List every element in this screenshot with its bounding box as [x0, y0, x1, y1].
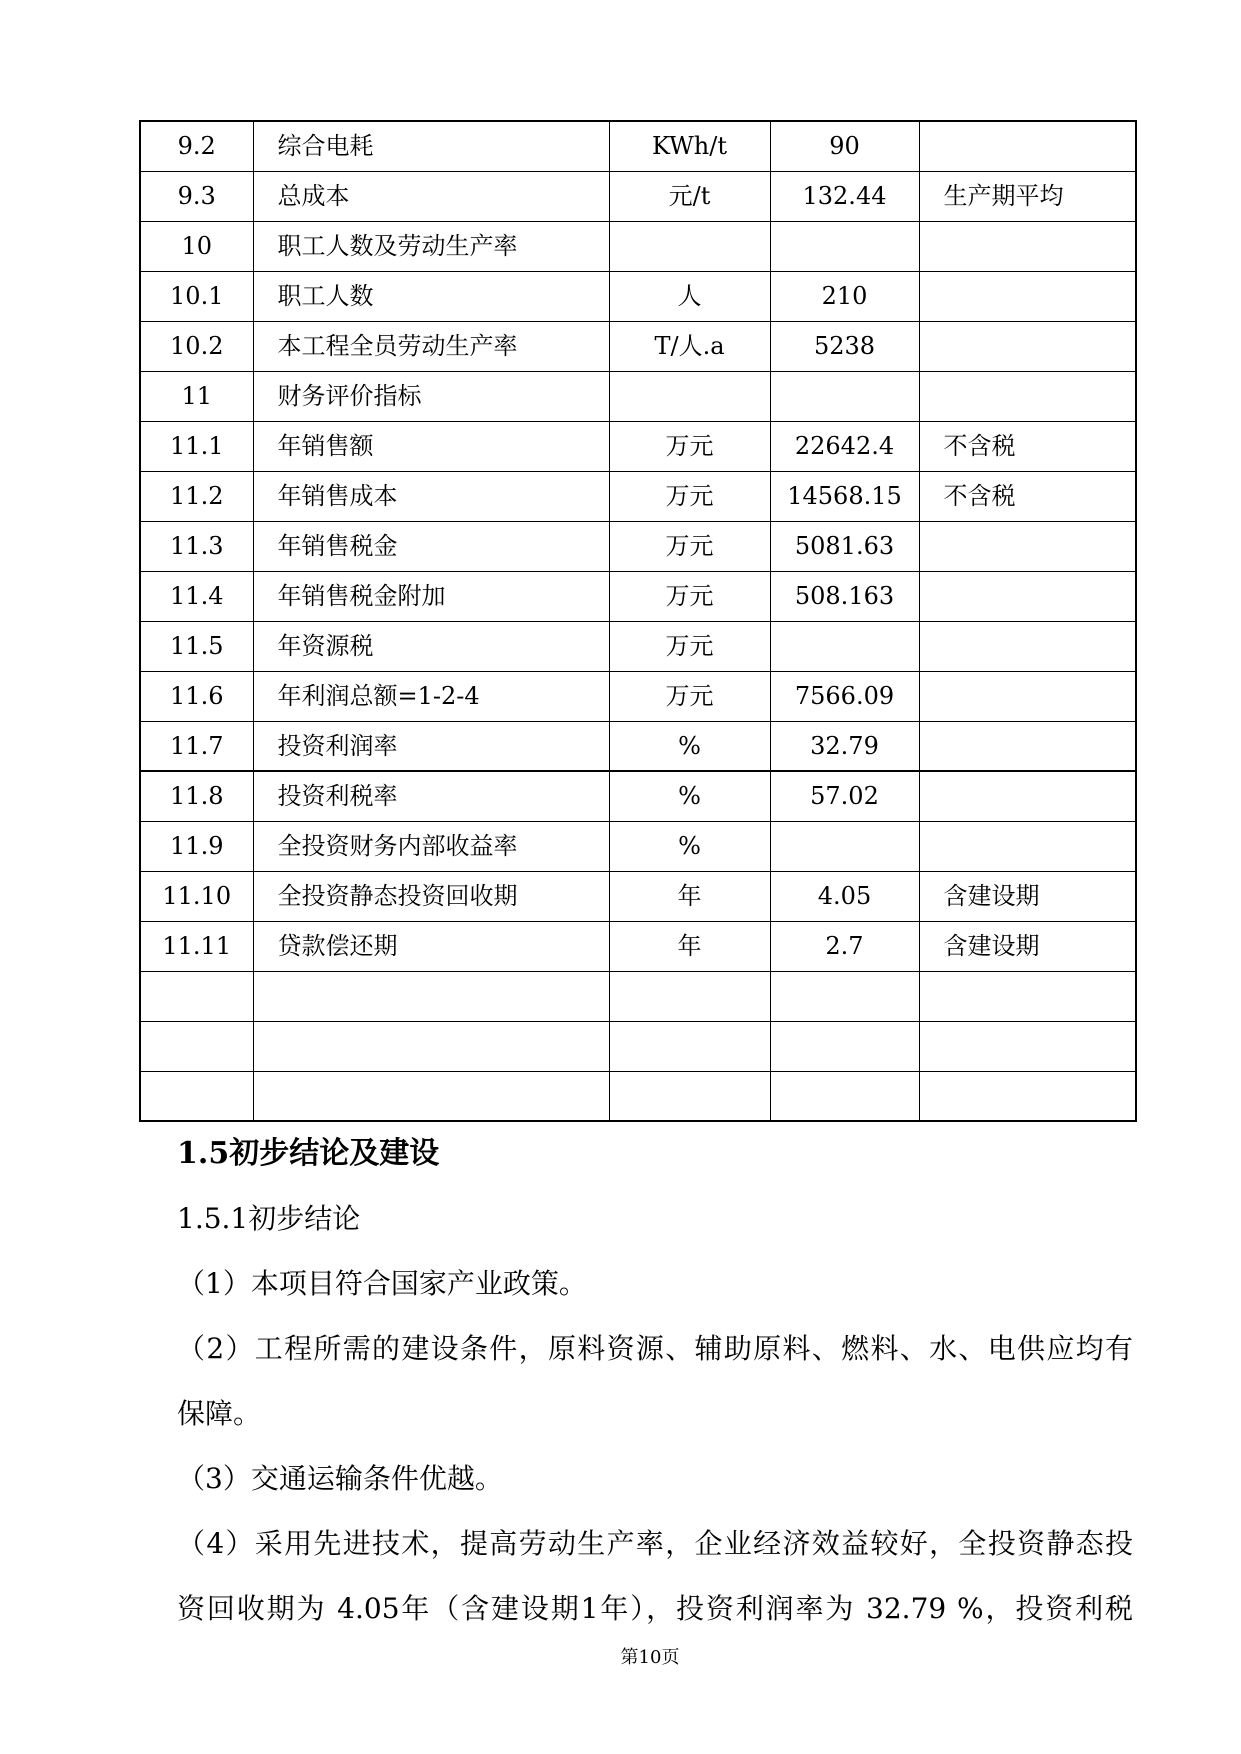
empty-cell — [253, 1021, 609, 1071]
unit-cell: 万元 — [609, 471, 770, 521]
item-number-cell: 11.10 — [140, 871, 253, 921]
value-cell: 5081.63 — [770, 521, 919, 571]
value-cell: 508.163 — [770, 571, 919, 621]
item-number-cell: 11.3 — [140, 521, 253, 571]
unit-cell — [609, 221, 770, 271]
item-number-cell: 11.11 — [140, 921, 253, 971]
table-row — [140, 721, 1136, 771]
value-cell: 210 — [770, 271, 919, 321]
unit-cell: T/人.a — [609, 321, 770, 371]
table-row — [140, 321, 1136, 371]
note-cell — [919, 771, 1136, 821]
item-name-cell: 职工人数 — [253, 271, 609, 321]
table-row — [140, 871, 1136, 921]
value-cell — [770, 621, 919, 671]
item-name-cell: 年资源税 — [253, 621, 609, 671]
table-row-blank — [140, 1071, 1136, 1121]
note-cell: 生产期平均 — [919, 171, 1136, 221]
unit-cell: % — [609, 771, 770, 821]
value-cell — [770, 371, 919, 421]
empty-cell — [609, 1071, 770, 1121]
table-row — [140, 621, 1136, 671]
table-row — [140, 421, 1136, 471]
note-cell — [919, 521, 1136, 571]
unit-cell: 万元 — [609, 421, 770, 471]
item-name-cell: 贷款偿还期 — [253, 921, 609, 971]
note-cell: 不含税 — [919, 421, 1136, 471]
table-row — [140, 171, 1136, 221]
note-cell — [919, 721, 1136, 771]
note-cell — [919, 621, 1136, 671]
item-name-cell: 全投资静态投资回收期 — [253, 871, 609, 921]
value-cell: 132.44 — [770, 171, 919, 221]
item-name-cell: 综合电耗 — [253, 121, 609, 171]
item-number-cell: 10.2 — [140, 321, 253, 371]
empty-cell — [253, 1071, 609, 1121]
value-cell — [770, 221, 919, 271]
table-row — [140, 371, 1136, 421]
table-row — [140, 771, 1136, 821]
item-name-cell: 年销售税金附加 — [253, 571, 609, 621]
empty-cell — [770, 1071, 919, 1121]
item-name-cell: 职工人数及劳动生产率 — [253, 221, 609, 271]
table-row — [140, 121, 1136, 171]
text-line: （1）本项目符合国家产业政策。 — [177, 1267, 587, 1300]
table-row — [140, 521, 1136, 571]
empty-cell — [140, 1021, 253, 1071]
item-name-cell: 财务评价指标 — [253, 371, 609, 421]
note-cell — [919, 571, 1136, 621]
item-name-cell: 年销售税金 — [253, 521, 609, 571]
note-cell — [919, 671, 1136, 721]
conclusion-item — [177, 1511, 1133, 1641]
empty-cell — [919, 1071, 1136, 1121]
text-line: （4）采用先进技术，提高劳动生产率，企业经济效益较好，全投资静态投 — [177, 1527, 1133, 1560]
item-name-cell: 年利润总额=1-2-4 — [253, 671, 609, 721]
note-cell: 不含税 — [919, 471, 1136, 521]
empty-cell — [609, 1021, 770, 1071]
item-number-cell: 9.3 — [140, 171, 253, 221]
item-number-cell: 11 — [140, 371, 253, 421]
empty-cell — [919, 971, 1136, 1021]
empty-cell — [919, 1021, 1136, 1071]
unit-cell: % — [609, 821, 770, 871]
unit-cell: 人 — [609, 271, 770, 321]
value-cell — [770, 821, 919, 871]
item-number-cell: 11.6 — [140, 671, 253, 721]
item-number-cell: 10 — [140, 221, 253, 271]
item-number-cell: 11.5 — [140, 621, 253, 671]
item-name-cell: 本工程全员劳动生产率 — [253, 321, 609, 371]
table-row — [140, 921, 1136, 971]
text-line: （3）交通运输条件优越。 — [177, 1462, 503, 1495]
unit-cell: 年 — [609, 871, 770, 921]
value-cell: 22642.4 — [770, 421, 919, 471]
item-number-cell: 11.2 — [140, 471, 253, 521]
item-name-cell: 投资利税率 — [253, 771, 609, 821]
empty-cell — [770, 1021, 919, 1071]
note-cell — [919, 321, 1136, 371]
unit-cell: 万元 — [609, 571, 770, 621]
item-name-cell: 年销售成本 — [253, 471, 609, 521]
value-cell: 2.7 — [770, 921, 919, 971]
value-cell: 32.79 — [770, 721, 919, 771]
text-line: 资回收期为 4.05年（含建设期1年），投资利润率为 32.79 %，投资利税 — [177, 1592, 1133, 1625]
conclusion-item — [177, 1316, 1133, 1446]
value-cell: 57.02 — [770, 771, 919, 821]
unit-cell: % — [609, 721, 770, 771]
unit-cell: 万元 — [609, 521, 770, 571]
item-name-cell: 投资利润率 — [253, 721, 609, 771]
note-cell — [919, 221, 1136, 271]
table-row-blank — [140, 971, 1136, 1021]
unit-cell: 年 — [609, 921, 770, 971]
note-cell — [919, 271, 1136, 321]
item-number-cell: 9.2 — [140, 121, 253, 171]
table-row — [140, 671, 1136, 721]
value-cell: 90 — [770, 121, 919, 171]
table-row — [140, 271, 1136, 321]
conclusion-section — [177, 1121, 1133, 1641]
unit-cell: 万元 — [609, 671, 770, 721]
table-row — [140, 221, 1136, 271]
conclusion-item — [177, 1251, 1133, 1316]
table-row-blank — [140, 1021, 1136, 1071]
table-row — [140, 571, 1136, 621]
empty-cell — [609, 971, 770, 1021]
table-row — [140, 471, 1136, 521]
unit-cell — [609, 371, 770, 421]
value-cell: 5238 — [770, 321, 919, 371]
subsection-heading: 1.5.1初步结论 — [177, 1202, 361, 1235]
note-cell — [919, 371, 1136, 421]
value-cell: 14568.15 — [770, 471, 919, 521]
table-row — [140, 821, 1136, 871]
value-cell: 4.05 — [770, 871, 919, 921]
unit-cell: 万元 — [609, 621, 770, 671]
item-number-cell: 11.1 — [140, 421, 253, 471]
item-number-cell: 11.4 — [140, 571, 253, 621]
empty-cell — [770, 971, 919, 1021]
item-number-cell: 11.7 — [140, 721, 253, 771]
item-number-cell: 10.1 — [140, 271, 253, 321]
section-heading: 1.5初步结论及建设 — [177, 1136, 440, 1171]
item-name-cell: 年销售额 — [253, 421, 609, 471]
empty-cell — [253, 971, 609, 1021]
item-name-cell: 总成本 — [253, 171, 609, 221]
indicator-table — [139, 120, 1137, 1122]
note-cell — [919, 121, 1136, 171]
unit-cell: KWh/t — [609, 121, 770, 171]
text-line: （2）工程所需的建设条件，原料资源、辅助原料、燃料、水、电供应均有 — [177, 1332, 1133, 1365]
note-cell: 含建设期 — [919, 871, 1136, 921]
empty-cell — [140, 1071, 253, 1121]
empty-cell — [140, 971, 253, 1021]
item-number-cell: 11.8 — [140, 771, 253, 821]
value-cell: 7566.09 — [770, 671, 919, 721]
item-name-cell: 全投资财务内部收益率 — [253, 821, 609, 871]
text-line: 保障。 — [177, 1397, 262, 1430]
note-cell — [919, 821, 1136, 871]
page-number: 第10页 — [620, 1647, 680, 1668]
conclusion-item — [177, 1446, 1133, 1511]
unit-cell: 元/t — [609, 171, 770, 221]
item-number-cell: 11.9 — [140, 821, 253, 871]
note-cell: 含建设期 — [919, 921, 1136, 971]
